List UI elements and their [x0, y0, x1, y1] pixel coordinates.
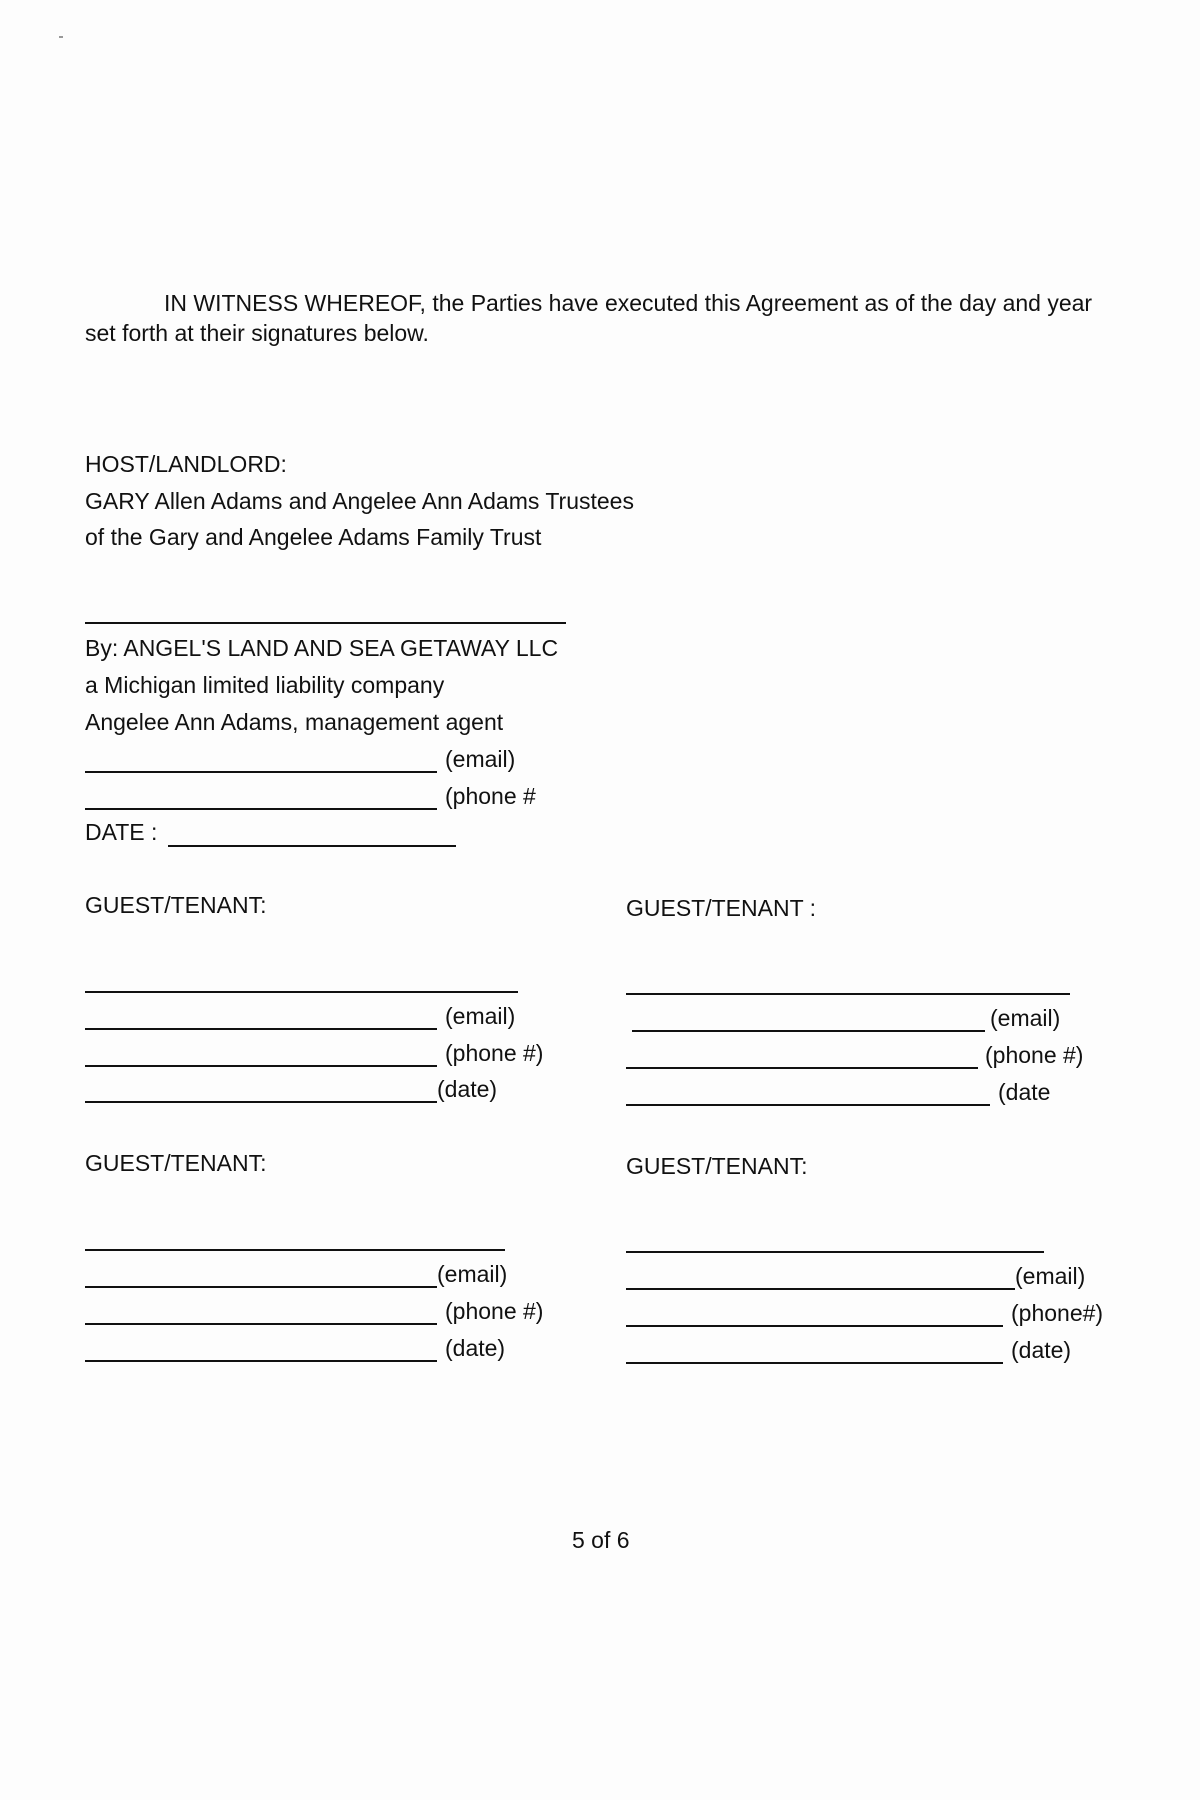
- host-phone-label: (phone #: [445, 783, 536, 809]
- guest-3-phone-label: (phone #): [445, 1298, 544, 1324]
- guest-2-heading: GUEST/TENANT :: [626, 895, 816, 921]
- guest-2-email-label: (email): [990, 1005, 1061, 1031]
- guest-2-signature-line[interactable]: [626, 993, 1070, 995]
- guest-2-email-line[interactable]: [632, 1030, 985, 1032]
- scan-speck: [59, 36, 63, 38]
- page-number: 5 of 6: [572, 1527, 630, 1553]
- guest-1-heading: GUEST/TENANT:: [85, 892, 267, 918]
- host-company-description: a Michigan limited liability company: [85, 672, 445, 698]
- guest-3-date-label: (date): [445, 1335, 506, 1361]
- host-email-label: (email): [445, 746, 516, 772]
- guest-4-email-label: (email): [1015, 1263, 1086, 1289]
- host-email-line[interactable]: [85, 771, 437, 773]
- witness-clause-line-2: set forth at their signatures below.: [85, 320, 429, 346]
- host-heading: HOST/LANDLORD:: [85, 451, 287, 477]
- host-name-line-1: GARY Allen Adams and Angelee Ann Adams Trustees: [85, 488, 634, 514]
- guest-3-date-line[interactable]: [85, 1360, 437, 1362]
- guest-4-date-line[interactable]: [626, 1362, 1003, 1364]
- witness-clause-line-1: IN WITNESS WHEREOF, the Parties have executed this Agreement as of the day and year: [164, 290, 1093, 316]
- guest-2-date-line[interactable]: [626, 1104, 990, 1106]
- guest-4-phone-line[interactable]: [626, 1325, 1003, 1327]
- guest-1-date-line[interactable]: [85, 1101, 437, 1103]
- host-date-label: DATE :: [85, 819, 158, 845]
- guest-1-email-line[interactable]: [85, 1028, 437, 1030]
- host-phone-line[interactable]: [85, 808, 437, 810]
- guest-1-phone-line[interactable]: [85, 1065, 437, 1067]
- host-date-line[interactable]: [168, 845, 456, 847]
- guest-3-heading: GUEST/TENANT:: [85, 1150, 267, 1176]
- guest-4-phone-label: (phone#): [1011, 1300, 1104, 1326]
- guest-1-date-label: (date): [437, 1076, 498, 1102]
- guest-2-phone-line[interactable]: [626, 1067, 978, 1069]
- guest-1-phone-label: (phone #): [445, 1040, 544, 1066]
- guest-3-email-label: (email): [437, 1261, 508, 1287]
- guest-4-date-label: (date): [1011, 1337, 1072, 1363]
- guest-4-email-line[interactable]: [626, 1288, 1015, 1290]
- guest-2-phone-label: (phone #): [985, 1042, 1084, 1068]
- guest-4-signature-line[interactable]: [626, 1251, 1044, 1253]
- host-name-line-2: of the Gary and Angelee Adams Family Trust: [85, 524, 542, 550]
- guest-2-date-label: (date: [998, 1079, 1051, 1105]
- guest-3-email-line[interactable]: [85, 1286, 437, 1288]
- guest-1-email-label: (email): [445, 1003, 516, 1029]
- host-by-line: By: ANGEL'S LAND AND SEA GETAWAY LLC: [85, 635, 559, 661]
- host-agent: Angelee Ann Adams, management agent: [85, 709, 504, 735]
- guest-4-heading: GUEST/TENANT:: [626, 1153, 808, 1179]
- guest-3-signature-line[interactable]: [85, 1249, 505, 1251]
- host-signature-line[interactable]: [85, 622, 566, 624]
- guest-1-signature-line[interactable]: [85, 991, 518, 993]
- guest-3-phone-line[interactable]: [85, 1323, 437, 1325]
